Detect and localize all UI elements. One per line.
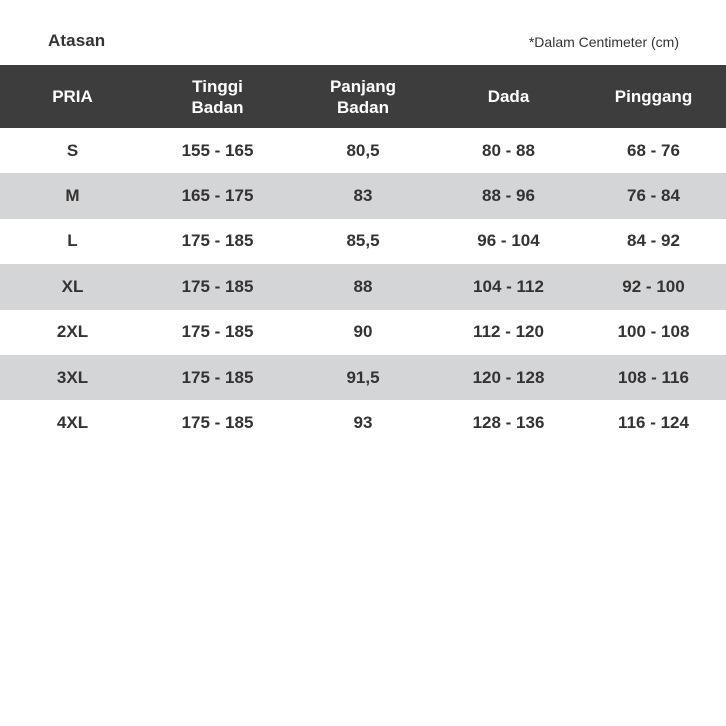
table-row — [0, 400, 726, 445]
waist-cell: 84 - 92 — [627, 231, 680, 251]
column-header-label: Dada — [487, 87, 530, 106]
section-title: Atasan — [48, 31, 106, 50]
chest-cell: 128 - 136 — [472, 413, 545, 433]
size-cell: L — [67, 231, 78, 251]
column-header-waist — [581, 65, 726, 128]
size-cell: S — [66, 140, 79, 160]
chest-cell: 104 - 112 — [473, 276, 544, 296]
body-length-cell: 83 — [353, 186, 373, 206]
body-length-cell: 85,5 — [346, 231, 380, 251]
column-header-label-line: Panjang — [329, 76, 397, 96]
waist-cell: 76 - 84 — [627, 186, 680, 206]
waist-cell: 116 - 124 — [618, 413, 689, 433]
waist-cell: 68 - 76 — [627, 140, 680, 160]
column-header-body-height — [145, 65, 290, 128]
size-cell: 4XL — [56, 413, 89, 433]
body-length-cell: 93 — [353, 413, 373, 433]
waist-cell: 100 - 108 — [617, 322, 690, 342]
chest-cell: 112 - 120 — [473, 322, 544, 342]
table-row — [0, 310, 726, 355]
table-row — [0, 355, 726, 400]
column-header-body-length — [290, 65, 436, 128]
body-height-cell: 175 - 185 — [181, 231, 254, 251]
column-header-gender — [0, 65, 145, 128]
chest-cell: 96 - 104 — [477, 231, 540, 251]
table-row — [0, 219, 726, 264]
size-cell: XL — [61, 276, 84, 296]
body-height-cell: 175 - 185 — [181, 413, 254, 433]
body-height-cell: 155 - 165 — [181, 140, 254, 160]
size-cell: 2XL — [56, 322, 89, 342]
chart-header — [0, 0, 726, 64]
table-row — [0, 264, 726, 309]
body-height-cell: 175 - 185 — [181, 367, 254, 387]
body-height-cell: 175 - 185 — [181, 322, 254, 342]
body-height-cell: 165 - 175 — [181, 186, 254, 206]
size-table-body — [0, 128, 726, 446]
column-header-label: Pinggang — [614, 87, 693, 106]
size-cell: M — [65, 186, 80, 206]
column-header-label-line: Badan — [191, 97, 244, 117]
chest-cell: 88 - 96 — [482, 186, 535, 206]
body-length-cell: 88 — [353, 276, 373, 296]
table-row — [0, 128, 726, 173]
body-height-cell: 175 - 185 — [181, 276, 254, 296]
column-header-label: PRIA — [52, 87, 93, 106]
header-row — [0, 65, 726, 128]
waist-cell: 92 - 100 — [622, 276, 685, 296]
size-table-header — [0, 65, 726, 128]
chest-cell: 120 - 128 — [472, 367, 545, 387]
column-header-label-line: Badan — [337, 97, 389, 117]
column-header-chest — [436, 65, 581, 128]
chest-cell: 80 - 88 — [482, 140, 535, 160]
body-length-cell: 91,5 — [346, 367, 380, 387]
size-table — [0, 65, 726, 446]
body-length-cell: 80,5 — [346, 140, 380, 160]
table-row — [0, 173, 726, 218]
column-header-label-line: Tinggi — [192, 76, 243, 96]
waist-cell: 108 - 116 — [618, 367, 689, 387]
body-length-cell: 90 — [353, 322, 373, 342]
size-cell: 3XL — [56, 367, 89, 387]
unit-note: *Dalam Centimeter (cm) — [528, 34, 679, 50]
